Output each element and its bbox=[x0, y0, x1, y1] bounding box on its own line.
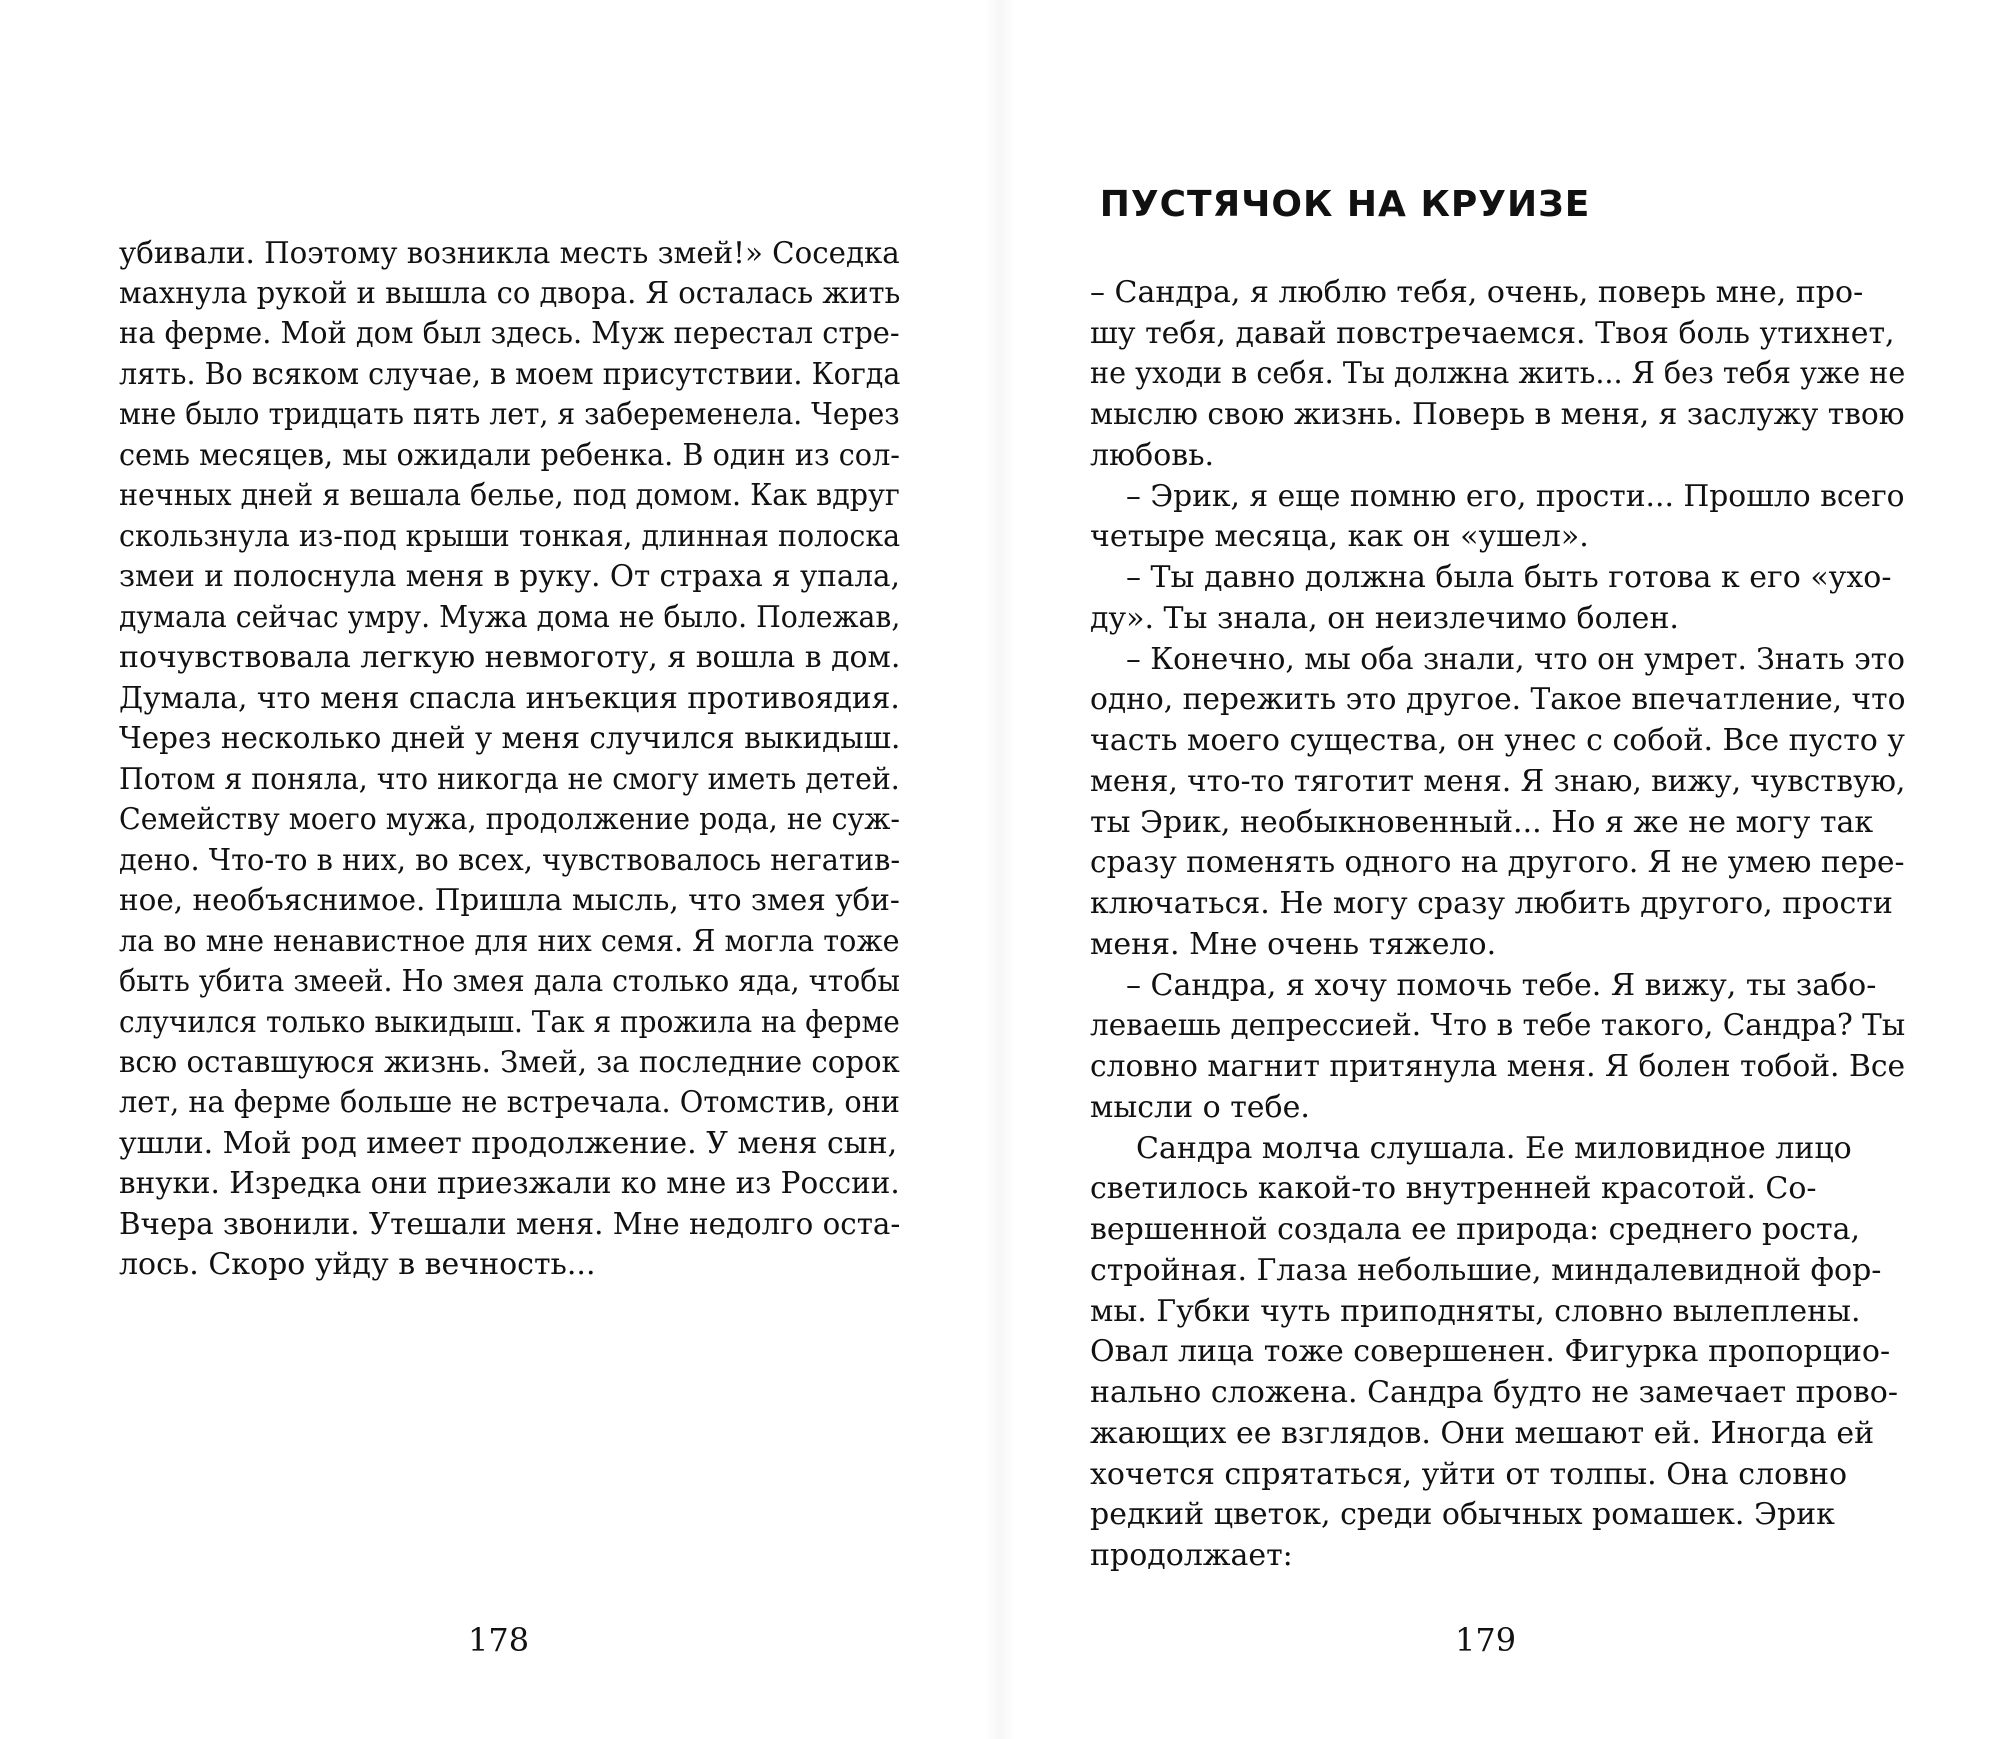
right-text-line: нально сложена. Сандра будто не замечает прово- bbox=[1090, 1375, 1898, 1410]
left-text-line: змеи и полоснула меня в руку. От страха я упала, bbox=[119, 559, 900, 594]
left-text-line: думала сейчас умру. Мужа дома не было. Полежав, bbox=[119, 600, 901, 635]
right-text-line: ключаться. Не могу сразу любить другого, прости bbox=[1090, 886, 1893, 921]
left-text-line: всю оставшуюся жизнь. Змей, за последние сорок bbox=[119, 1045, 900, 1080]
left-text-line: скользнула из-под крыши тонкая, длинная полоска bbox=[119, 519, 901, 554]
left-text-line: Семейству моего мужа, продолжение рода, не суж- bbox=[119, 802, 900, 837]
right-text-line: – Сандра, я люблю тебя, очень, поверь мне, про- bbox=[1090, 275, 1864, 310]
right-text-line: мы. Губки чуть приподняты, словно вылеплены. bbox=[1090, 1294, 1861, 1329]
left-text-line: Потом я поняла, что никогда не смогу иметь детей. bbox=[119, 762, 900, 797]
right-text-line: – Сандра, я хочу помочь тебе. Я вижу, ты забо- bbox=[1126, 968, 1877, 1003]
left-text-line: на ферме. Мой дом был здесь. Муж перестал стре- bbox=[119, 316, 900, 351]
right-text-line: шу тебя, давай повстречаемся. Твоя боль утихнет, bbox=[1090, 316, 1895, 351]
right-text-line: словно магнит притянула меня. Я болен тобой. Все bbox=[1090, 1049, 1906, 1084]
left-text-line: махнула рукой и вышла со двора. Я осталась жить bbox=[119, 276, 901, 311]
right-text-line: леваешь депрессией. Что в тебе такого, Сандра? Ты bbox=[1090, 1008, 1906, 1043]
left-text-line: ное, необъяснимое. Пришла мысль, что змея уби- bbox=[119, 883, 900, 918]
right-text-line: ду». Ты знала, он неизлечимо болен. bbox=[1090, 601, 1679, 636]
left-text-line: ушли. Мой род имеет продолжение. У меня сын, bbox=[119, 1126, 898, 1161]
right-text-line: одно, пережить это другое. Такое впечатление, что bbox=[1090, 682, 1906, 717]
right-text-line: меня, что-то тяготит меня. Я знаю, вижу, чувствую, bbox=[1090, 764, 1906, 799]
page-number: 179 bbox=[1455, 1621, 1517, 1659]
left-text-line: ла во мне ненавистное для них семя. Я могла тоже bbox=[119, 924, 900, 959]
right-text-line: Овал лица тоже совершенен. Фигурка пропорцио- bbox=[1090, 1334, 1891, 1369]
left-text-line: быть убита змеей. Но змея дала столько яда, чтобы bbox=[119, 964, 900, 999]
left-text-line: убивали. Поэтому возникла месть змей!» Соседка bbox=[119, 236, 900, 271]
right-text-line: Сандра молча слушала. Ее миловидное лицо bbox=[1136, 1131, 1852, 1166]
right-text-line: любовь. bbox=[1090, 438, 1215, 473]
left-text-line: почувствовала легкую невмоготу, я вошла в дом. bbox=[119, 640, 901, 675]
right-text-line: продолжает: bbox=[1090, 1538, 1293, 1573]
right-text-line: вершенной создала ее природа: среднего роста, bbox=[1090, 1212, 1861, 1247]
right-text-line: не уходи в себя. Ты должна жить... Я без тебя уже не bbox=[1090, 356, 1906, 391]
right-text-line: мыслю свою жизнь. Поверь в меня, я заслужу твою bbox=[1090, 397, 1905, 432]
left-text-line: внуки. Изредка они приезжали ко мне из России. bbox=[119, 1166, 900, 1201]
left-text-line: случился только выкидыш. Так я прожила на ферме bbox=[119, 1005, 900, 1040]
right-text-line: часть моего существа, он унес с собой. Все пусто у bbox=[1090, 723, 1905, 758]
page-number: 178 bbox=[468, 1621, 530, 1659]
right-text-line: жающих ее взглядов. Они мешают ей. Иногда ей bbox=[1090, 1416, 1875, 1451]
right-text-line: – Ты давно должна была быть готова к его «ухо- bbox=[1126, 560, 1892, 595]
right-text-line: ты Эрик, необыкновенный... Но я же не могу так bbox=[1090, 805, 1874, 840]
left-text-line: лось. Скоро уйду в вечность... bbox=[119, 1247, 596, 1282]
left-text-line: мне было тридцать пять лет, я забеременела. Через bbox=[119, 397, 900, 432]
left-text-line: Вчера звонили. Утешали меня. Мне недолго оста- bbox=[119, 1207, 901, 1242]
left-text-line: семь месяцев, мы ожидали ребенка. В один из сол- bbox=[119, 438, 900, 473]
right-text-line: сразу поменять одного на другого. Я не умею пере- bbox=[1090, 845, 1905, 880]
right-text-line: – Эрик, я еще помню его, прости... Прошло всего bbox=[1126, 479, 1905, 514]
left-text-line: Думала, что меня спасла инъекция противоядия. bbox=[119, 681, 900, 716]
left-text-line: лет, на ферме больше не встречала. Отомстив, они bbox=[119, 1085, 900, 1120]
right-text-line: стройная. Глаза небольшие, миндалевидной фор- bbox=[1090, 1253, 1882, 1288]
right-text-line: – Конечно, мы оба знали, что он умрет. Знать это bbox=[1126, 642, 1905, 677]
right-text-line: четыре месяца, как он «ушел». bbox=[1090, 519, 1589, 554]
left-text-line: лять. Во всяком случае, в моем присутствии. Когда bbox=[119, 357, 901, 392]
right-page bbox=[1000, 0, 2000, 1739]
left-text-line: дено. Что-то в них, во всех, чувствовалось негатив- bbox=[119, 843, 901, 878]
chapter-title: ПУСТЯЧОК НА КРУИЗЕ bbox=[1099, 184, 1591, 225]
right-text-line: мысли о тебе. bbox=[1090, 1090, 1310, 1125]
left-text-line: Через несколько дней у меня случился выкидыш. bbox=[119, 721, 901, 756]
right-text-line: светилось какой-то внутренней красотой. Со- bbox=[1090, 1171, 1817, 1206]
right-text-line: редкий цветок, среди обычных ромашек. Эрик bbox=[1090, 1497, 1835, 1532]
left-text-line: нечных дней я вешала белье, под домом. Как вдруг bbox=[119, 478, 900, 513]
right-text-line: меня. Мне очень тяжело. bbox=[1090, 927, 1497, 962]
right-text-line: хочется спрятаться, уйти от толпы. Она словно bbox=[1090, 1457, 1848, 1492]
